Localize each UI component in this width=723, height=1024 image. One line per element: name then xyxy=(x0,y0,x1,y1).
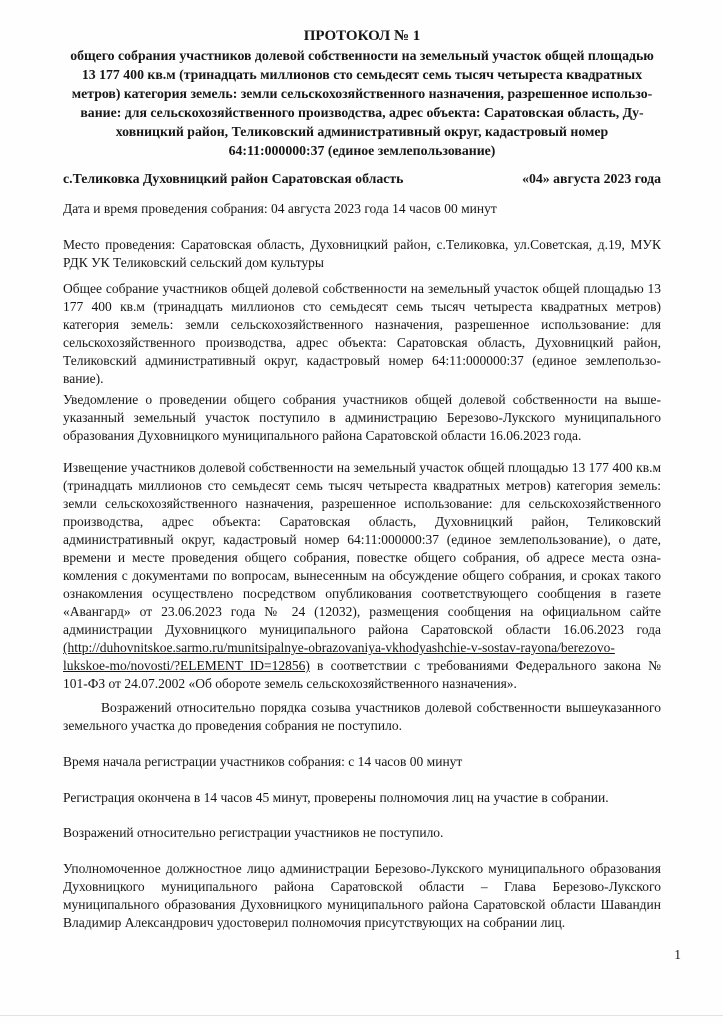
protocol-subtitle-line: 64:11:000000:37 (единое землепользование) xyxy=(228,143,496,158)
protocol-subtitle-line: вание: для сельскохозяйственного производства, адрес объекта: Саратовская область, Ду- xyxy=(80,105,644,120)
dateline-date: «04» августа 2023 года xyxy=(522,171,661,186)
document-title-block xyxy=(63,26,661,160)
notice-url-link[interactable]: (http://duhovnitskoe.sarmo.ru/munitsipalnye-obrazovaniya-vkhodyashchie-v-sostav-rayona/berezovo-lukskoe-mo/novosti/?ELEMENT_ID=12856) xyxy=(63,640,615,673)
paragraph-meeting-datetime xyxy=(63,200,661,218)
protocol-subtitle-line: общего собрания участников долевой собственности на земельный участок общей площадью xyxy=(70,48,654,63)
protocol-subtitle-line: ховницкий район, Теликовский административный округ, кадастровый номер xyxy=(115,124,609,139)
text-run: Уполномоченное должностное лицо администрации Березово-Лукского муниципального образования Духовницкого муниципального района Саратовской области – Глава Березово-Лукского муниципального образования Духовницкого муниципального района Саратовской области Шавандин Владимир Александрович удостоверил полномочия присутствующих на собрании лиц. xyxy=(63,861,661,930)
protocol-subtitle xyxy=(63,46,661,160)
text-run: Возражений относительно порядка созыва участников долевой собственности вышеуказанного земельного участка до проведения собрания не поступило. xyxy=(63,700,661,733)
paragraph-authorized-official xyxy=(63,860,661,932)
paragraph-registration-end xyxy=(63,789,661,807)
text-run: Место проведения: Саратовская область, Духовницкий район, с.Теликовка, ул.Советская, д.19, МУК РДК УК Теликовский сельский дом культуры xyxy=(63,237,661,270)
paragraph-registration-start xyxy=(63,753,661,771)
paragraph-notification-received xyxy=(63,391,661,445)
text-run: Общее собрание участников общей долевой собственности на земельный участок общей площадью 13 177 400 кв.м (тринадцать миллионов сто семьдесят семь тысяч четыреста квадратных метров) категория земель: земли сельскохозяйственного назначения, разрешенное использование: для сельскохозяйственного производства, адрес объекта: Саратовская область, Духовницкий район, Теликовский административный округ, кадастровый номер 64:11:000000:37 (единое землепользование). xyxy=(63,281,661,386)
text-run: Уведомление о проведении общего собрания участников общей долевой собственности на вышеуказанный земельный участок поступило в администрацию Березово-Лукского муниципального образования Духовницкого муниципального района Саратовской области 16.06.2023 года. xyxy=(63,392,661,443)
dateline-place: с.Теликовка Духовницкий район Саратовская область xyxy=(63,171,404,186)
page-number: 1 xyxy=(674,947,681,962)
text-run: в соответствии с требованиями Федерального закона № 101-ФЗ от 24.07.2002 «Об обороте земель сельскохозяйственного назначения». xyxy=(63,658,661,691)
protocol-subtitle-line: метров) категория земель: земли сельскохозяйственного назначения, разрешенное использо- xyxy=(71,86,653,101)
document-body xyxy=(63,200,661,932)
protocol-heading: ПРОТОКОЛ № 1 xyxy=(303,28,421,44)
paragraph-no-objections-convocation xyxy=(63,699,661,735)
text-run: Дата и время проведения собрания: 04 августа 2023 года 14 часов 00 минут xyxy=(63,201,497,216)
dateline xyxy=(63,170,661,188)
text-run: Возражений относительно регистрации участников не поступило. xyxy=(63,825,444,840)
text-run: Время начала регистрации участников собрания: с 14 часов 00 минут xyxy=(63,754,463,769)
paragraph-general-meeting-description xyxy=(63,280,661,388)
text-run: Регистрация окончена в 14 часов 45 минут, проверены полномочия лиц на участие в собрании. xyxy=(63,790,609,805)
text-run: Извещение участников долевой собственности на земельный участок общей площадью 13 177 400 кв.м (тринадцать миллионов сто семьдесят семь тысяч четыреста квадратных метров) категория земель: земли сельскохозяйственного назначения, разрешенное использование: для сельскохозяйственного производства, адрес объекта: Саратовская область, Духовницкий район, Теликовский административный округ, кадастровый номер 64:11:000000:37 (единое землепользование), о дате, времени и месте проведения общего собрания, повестке общего собрания, об адресе места ознакомления с документами по вопросам, вынесенным на обсуждение общего собрания, и сроках такого ознакомления осуществлено посредством опубликования соответствующего сообщения в газете «Авангард» от 23.06.2023 года № 24 (12032), размещения сообщения на официальном сайте администрации Духовницкого муниципального района Саратовской области 16.06.2023 года xyxy=(63,460,661,637)
paragraph-notice-publication xyxy=(63,459,661,693)
protocol-subtitle-line: 13 177 400 кв.м (тринадцать миллионов сто семьдесят семь тысяч четыреста квадратных xyxy=(81,67,643,82)
paragraph-meeting-place xyxy=(63,236,661,272)
paragraph-no-objections-registration xyxy=(63,824,661,842)
